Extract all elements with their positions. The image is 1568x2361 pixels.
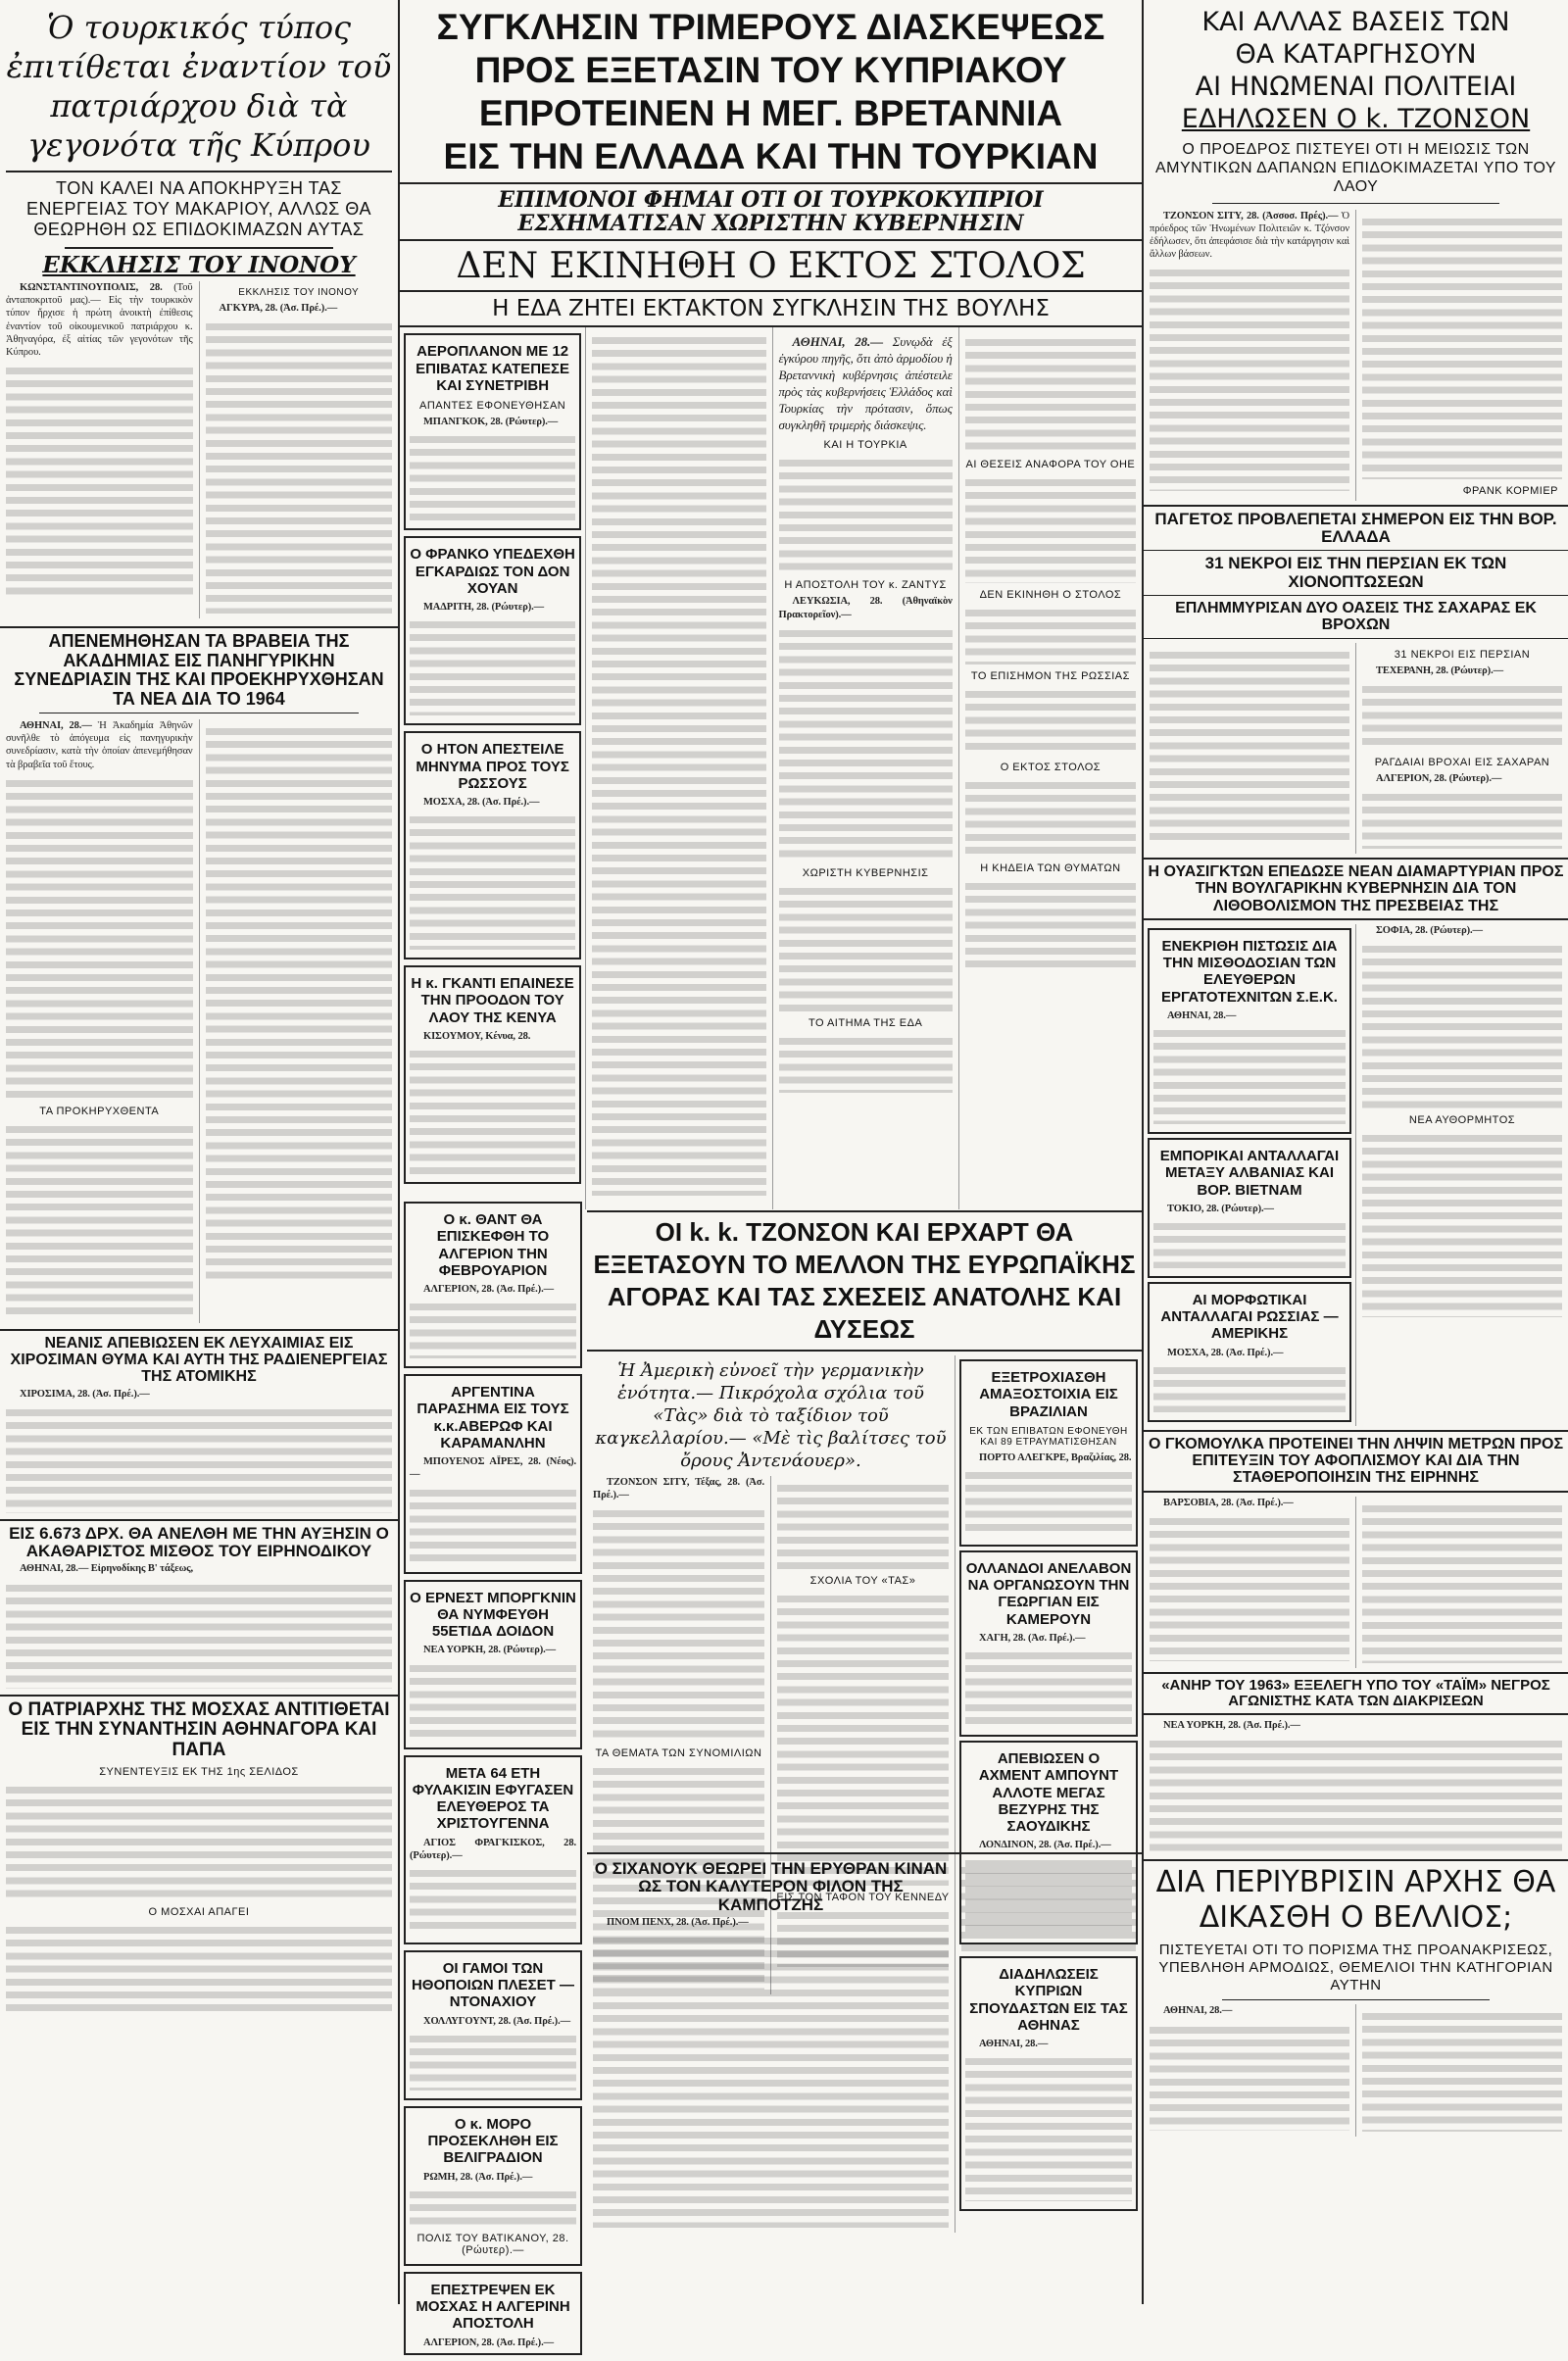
moscow-return-headline: ΕΠΕΣΤΡΕΨΕΝ ΕΚ ΜΟΣΧΑΣ Η ΑΛΓΕΡΙΝΗ ΑΠΟΣΤΟΛΗ bbox=[416, 2281, 570, 2333]
article-text-block bbox=[6, 1122, 193, 1318]
ahmed-dateline: ΛΟΝΔΙΝΟΝ, 28. (Ἀσ. Πρέ.).— bbox=[979, 1840, 1111, 1851]
academy-article bbox=[6, 719, 193, 771]
moro-article bbox=[410, 2171, 576, 2184]
morgan-box bbox=[404, 1580, 582, 1749]
lead-italic-headline: ΕΚΚΛΗΣΙΣ ΤΟΥ ΙΝΟΝΟΥ bbox=[42, 251, 356, 278]
lead-dateline: ΚΩΝΣΤΑΝΤΙΝΟΥΠΟΛΙΣ, 28. bbox=[20, 282, 163, 293]
author-byline: ΦΡΑΝΚ ΚΟΡΜΙΕΡ bbox=[1462, 484, 1558, 497]
article-text-block bbox=[1150, 648, 1349, 844]
sahara-label: ΡΑΓΔΑΙΑΙ ΒΡΟΧΑΙ ΕΙΣ ΣΑΧΑΡΑΝ bbox=[1374, 756, 1550, 768]
article-text-block bbox=[410, 1047, 575, 1174]
academy-dateline: ΑΘΗΝΑΙ, 28.— bbox=[20, 719, 92, 731]
athens-article bbox=[779, 333, 953, 433]
article-text-block bbox=[1362, 215, 1562, 479]
article-text-block bbox=[206, 320, 393, 614]
sihanouk-headline: Ο ΣΙΧΑΝΟΥΚ ΘΕΩΡΕΙ ΤΗΝ ΕΡΥΘΡΑΝ ΚΙΝΑΝ ΩΣ ΤΟΝ ΚΑΛΥΤΕΡΟΝ ΦΙΛΟΝ ΤΗΣ ΚΑΜΠΟΤΖΗΣ bbox=[594, 1859, 948, 1914]
article-text-block bbox=[1153, 1026, 1346, 1124]
persia-headline: 31 ΝΕΚΡΟΙ ΕΙΣ ΤΗΝ ΠΕΡΣΙΑΝ ΕΚ ΤΩΝ ΧΙΟΝΟΠΤΩΣΕΩΝ bbox=[1204, 554, 1507, 591]
moro-box bbox=[404, 2106, 582, 2266]
article-text-block bbox=[961, 1863, 1136, 1951]
leukemia-headline: ΝΕΑΝΙΣ ΑΠΕΒΙΩΣΕΝ ΕΚ ΛΕΥΧΑΙΜΙΑΣ ΕΙΣ ΧΙΡΟΣΙΜΑΝ ΘΥΜΑ ΚΑΙ ΑΥΤΗ ΤΗΣ ΡΑΔΙΕΝΕΡΓΕΙΑΣ ΤΗΣ ΑΤΟΜΙΚΗΣ bbox=[10, 1334, 388, 1386]
article-text-block bbox=[965, 606, 1136, 664]
ahmed-article bbox=[965, 1839, 1132, 1851]
sofia-dateline: ΣΟΦΙΑ, 28. (Ρώυτερ).— bbox=[1376, 924, 1483, 936]
sahara-dateline: ΑΛΓΕΡΙΟΝ, 28. (Ρώυτερ).— bbox=[1376, 772, 1502, 784]
turkey-label: ΚΑΙ Η ΤΟΥΡΚΙΑ bbox=[823, 439, 907, 452]
academy-body: Ἡ Ἀκαδημία Ἀθηνῶν συνῆλθε τὸ ἀπόγευμα εἰς πανηγυρικὴν συνεδρίασιν, κατὰ τὴν ὁποίαν ἀπενεμήθησαν τὰ βραβεῖα τοῦ ἔτους. bbox=[6, 719, 193, 770]
lead-body: (Τοῦ ἀνταποκριτοῦ μας).— Εἰς τὴν τουρκικὸν τύπον ἤρχισε ἡ πρώτη ἀνοικτὴ ἐπίθεσις ἐναντίον τοῦ οἰκουμενικοῦ πατριάρχου κ. Ἀθηναγόρα, ἐξ αἰτίας τῶν γεγονότων τῆς Κύπρου. bbox=[6, 282, 193, 359]
article-text-block bbox=[410, 2032, 576, 2090]
apostasy-label: Η ΑΠΟΣΤΟΛΗ ΤΟΥ κ. ΖΑΝΤΥΣ bbox=[784, 579, 947, 592]
lead-headline: Ὁ τουρκικός τύπος ἐπιτίθεται ἐναντίον τοῦ πατριάρχου διὰ τὰ γεγονότα τῆς Κύπρου bbox=[6, 9, 392, 164]
inonu-label: ΕΚΚΛΗΣΙΣ ΤΟΥ ΙΝΟΝΟΥ bbox=[238, 287, 360, 298]
brazil-article bbox=[965, 1451, 1132, 1464]
sixth-label: Ο ΕΚΤΟΣ ΣΤΟΛΟΣ bbox=[1000, 762, 1102, 774]
bases-dateline: ΤΖΟΝΣΟΝ ΣΙΤΥ, 28. (Ἀσσοσ. Πρές).— bbox=[1163, 210, 1339, 221]
academy-headline: ΑΠΕΝΕΜΗΘΗΣΑΝ ΤΑ ΒΡΑΒΕΙΑ ΤΗΣ ΑΚΑΔΗΜΙΑΣ ΕΙΣ ΠΑΝΗΓΥΡΙΚΗΝ ΣΥΝΕΔΡΙΑΣΙΝ ΤΗΣ ΚΑΙ ΠΡΟΕΚΗΡΥΧΘΗΣΑΝ ΤΑ ΝΕΑ ΔΙΑ ΤΟ 1964 bbox=[14, 631, 384, 709]
algiers-headline: Ο κ. ΘΑΝΤ ΘΑ ΕΠΙΣΚΕΦΘΗ ΤΟ ΑΛΓΕΡΙΟΝ ΤΗΝ ΦΕΒΡΟΥΑΡΙΟΝ bbox=[436, 1211, 550, 1279]
article-text-block bbox=[779, 456, 953, 573]
vellios-dateline: ΑΘΗΝΑΙ, 28.— bbox=[1163, 2005, 1233, 2017]
article-text-block bbox=[1153, 1363, 1346, 1412]
article-text-block bbox=[965, 335, 1136, 453]
vietnam-box bbox=[1148, 1138, 1351, 1278]
academy-subheading: ΤΑ ΠΡΟΚΗΡΥΧΘΕΝΤΑ bbox=[39, 1105, 160, 1117]
vellios-sub: ΠΙΣΤΕΥΕΤΑΙ ΟΤΙ ΤΟ ΠΟΡΙΣΜΑ ΤΗΣ ΠΡΟΑΝΑΚΡΙΣΕΩΣ, ΥΠΕΒΛΗΘΗ ΑΡΜΟΔΙΩΣ, ΘΕΜΕΛΙΟΙ ΤΗΝ ΚΑΤΗΓΟΡΙΑΝ ΑΥΤΗΝ bbox=[1158, 1942, 1553, 1993]
article-text-block bbox=[410, 1661, 576, 1740]
stalin-dateline: ΜΟΣΧΑ, 28. (Ἀσ. Πρέ.).— bbox=[423, 797, 540, 809]
frost-headline: ΠΑΓΕΤΟΣ ΠΡΟΒΛΕΠΕΤΑΙ ΣΗΜΕΡΟΝ ΕΙΣ ΤΗΝ ΒΟΡ. ΕΛΛΑΔΑ bbox=[1154, 509, 1557, 546]
article-text-block bbox=[593, 1506, 764, 1742]
article-text-block bbox=[965, 1468, 1132, 1537]
cultural-headline: ΑΙ ΜΟΡΦΩΤΙΚΑΙ ΑΝΤΑΛΛΑΓΑΙ ΡΩΣΣΙΑΣ — ΑΜΕΡΙΚΗΣ bbox=[1160, 1291, 1339, 1343]
dutch-box bbox=[959, 1550, 1138, 1737]
time-headline: «ΑΝΗΡ ΤΟΥ 1963» ΕΞΕΛΕΓΗ ΥΠΟ ΤΟΥ «ΤΑΪΜ» ΝΕΓΡΟΣ ΑΓΩΝΙΣΤΗΣ ΚΑΤΑ ΤΩΝ ΔΙΑΚΡΙΣΕΩΝ bbox=[1161, 1676, 1550, 1709]
sek-headline: ΕΝΕΚΡΙΘΗ ΠΙΣΤΩΣΙΣ ΔΙΑ ΤΗΝ ΜΙΣΘΟΔΟΣΙΑΝ ΤΩΝ ΕΛΕΥΘΕΡΩΝ ΕΡΓΑΤΟΤΕΧΝΙΤΩΝ Σ.Ε.Κ. bbox=[1161, 937, 1338, 1006]
gomulka-dateline: ΒΑΡΣΟΒΙΑ, 28. (Ἀσ. Πρέ.).— bbox=[1163, 1497, 1294, 1508]
sek-box bbox=[1148, 928, 1351, 1134]
sek-dateline: ΑΘΗΝΑΙ, 28.— bbox=[1167, 1009, 1237, 1021]
center-col1-lower bbox=[400, 1196, 586, 2361]
fleet-label: ΔΕΝ ΕΚΙΝΗΘΗ Ο ΣΤΟΛΟΣ bbox=[979, 589, 1122, 602]
dutch-article bbox=[965, 1632, 1132, 1645]
banner-line-4: ΕΙΣ ΤΗΝ ΕΛΛΑΔΑ ΚΑΙ ΤΗΝ ΤΟΥΡΚΙΑΝ bbox=[443, 136, 1099, 176]
requests-label: ΤΟ ΑΙΤΗΜΑ ΤΗΣ ΕΔΑ bbox=[808, 1016, 923, 1029]
article-text-block bbox=[6, 1923, 392, 2011]
students-box bbox=[959, 1956, 1138, 2211]
article-text-block bbox=[965, 879, 1136, 967]
johnson-article bbox=[593, 1476, 764, 1501]
dutch-headline: ΟΛΛΑΝΔΟΙ ΑΝΕΛΑΒΟΝ ΝΑ ΟΡΓΑΝΩΣΟΥΝ ΤΗΝ ΓΕΩΡΓΙΑΝ ΕΙΣ ΚΑΜΕΡΟΥΝ bbox=[965, 1559, 1132, 1628]
plane-headline: ΑΕΡΟΠΛΑΝΟΝ ΜΕ 12 ΕΠΙΒΑΤΑΣ ΚΑΤΕΠΕΣΕ ΚΑΙ ΣΥΝΕΤΡΙΒΗ bbox=[416, 343, 570, 394]
argentina-headline: ΑΡΓΕΝΤΙΝΑ ΠΑΡΑΣΗΜΑ ΕΙΣ ΤΟΥΣ κ.κ.ΑΒΕΡΩΦ ΚΑΙ ΚΑΡΑΜΑΝΛΗΝ bbox=[416, 1384, 569, 1451]
tass-label: ΣΧΟΛΙΑ ΤΟΥ «ΤΑΣ» bbox=[809, 1575, 916, 1587]
vellios-headline: ΔΙΑ ΠΕΡΙΥΒΡΙΣΙΝ ΑΡΧΗΣ ΘΑ ΔΙΚΑΣΘΗ Ο ΒΕΛΛΙΟΣ; bbox=[1155, 1865, 1556, 1936]
inonu-dateline: ΑΓΚΥΡΑ, 28. (Ἀσ. Πρέ.).— bbox=[219, 303, 338, 314]
ahmed-headline: ΑΠΕΒΙΩΣΕΝ Ο ΑΧΜΕΝΤ ΑΜΠΟΥΝΤ ΑΛΛΟΤΕ ΜΕΓΑΣ ΒΕΖΥΡΗΣ ΤΗΣ ΣΑΟΥΔΙΚΗΣ bbox=[978, 1750, 1119, 1836]
athens-dateline: ΑΘΗΝΑΙ, 28.— bbox=[792, 334, 884, 350]
johnson-headline: ΟΙ k. k. ΤΖΟΝΣΟΝ ΚΑΙ ΕΡΧΑΡΤ ΘΑ ΕΞΕΤΑΣΟΥΝ ΤΟ ΜΕΛΛΟΝ ΤΗΣ ΕΥΡΩΠΑΪΚΗΣ ΑΓΟΡΑΣ ΚΑΙ ΤΑΣ ΣΧΕΣΕΙΣ ΑΝΑΤΟΛΗΣ ΚΑΙ ΔΥΣΕΩΣ bbox=[593, 1217, 1136, 1344]
article-text-block bbox=[1150, 1514, 1349, 1661]
algiers-article bbox=[410, 1283, 576, 1296]
article-text-block bbox=[6, 364, 193, 599]
moscow-return-article bbox=[410, 2336, 576, 2349]
franco-box bbox=[404, 536, 581, 725]
franco-dateline: ΜΑΔΡΙΤΗ, 28. (Ρώυτερ).— bbox=[423, 602, 545, 614]
apostasy-dateline: ΛΕΥΚΩΣΙΑ, 28. (Ἀθηναϊκὸν Πρακτορεῖον).— bbox=[778, 596, 953, 620]
persia-dateline: ΤΕΧΕΡΑΝΗ, 28. (Ρώυτερ).— bbox=[1376, 664, 1503, 676]
article-text-block bbox=[965, 778, 1136, 857]
article-text-block bbox=[1362, 1501, 1562, 1663]
marriage-dateline: ΧΟΛΛΥΓΟΥΝΤ, 28. (Ἀσ. Πρέ.).— bbox=[423, 2015, 570, 2027]
article-text-block bbox=[593, 1934, 949, 2228]
time-dateline: ΝΕΑ ΥΟΡΚΗ, 28. (Ἀσ. Πρέ.).— bbox=[1163, 1720, 1300, 1732]
article-text-block bbox=[779, 1034, 953, 1093]
fleet-headline: ΔΕΝ ΕΚΙΝΗΘΗ Ο ΕΚΤΟΣ ΣΤΟΛΟΣ bbox=[456, 246, 1086, 287]
sihanouk-dateline: ΠΝΟΜ ΠΕΝΧ, 28. (Ἀσ. Πρέ.).— bbox=[607, 1917, 749, 1929]
salary-headline: ΕΙΣ 6.673 ΔΡΧ. ΘΑ ΑΝΕΛΘΗ ΜΕ ΤΗΝ ΑΥΞΗΣΙΝ Ο ΑΚΑΘΑΡΙΣΤΟΣ ΜΙΣΘΟΣ ΤΟΥ ΕΙΡΗΝΟΔΙΚΟΥ bbox=[9, 1523, 389, 1561]
algiers-box bbox=[404, 1202, 582, 1368]
persia-label: 31 ΝΕΚΡΟΙ ΕΙΣ ΠΕΡΣΙΑΝ bbox=[1394, 648, 1531, 661]
students-headline: ΔΙΑΔΗΛΩΣΕΙΣ ΚΥΠΡΙΩΝ ΣΠΟΥΔΑΣΤΩΝ ΕΙΣ ΤΑΣ ΑΘΗΝΑΣ bbox=[969, 1966, 1128, 2034]
leukemia-article bbox=[6, 1388, 392, 1401]
article-text-block bbox=[6, 1405, 392, 1513]
johnson-italic-sub: Ἡ Ἀμερικὴ εὐνοεῖ τὴν γερμανικὴν ἑνότητα.— Πικρόχολα σχόλια τοῦ «Τὰς» διὰ τὸ ταξίδιον τοῦ καγκελλαρίου.— «Μὲ τὶς βαλίτσες τοῦ ὄρους Ἀντενάουερ». bbox=[595, 1360, 947, 1471]
lead-subheadline: ΤΟΝ ΚΑΛΕΙ ΝΑ ΑΠΟΚΗΡΥΞΗ ΤΑΣ ΕΝΕΡΓΕΙΑΣ ΤΟΥ ΜΑΚΑΡΙΟΥ, ΑΛΛΩΣ ΘΑ ΘΕΩΡΗΘΗ ΩΣ ΕΠΙΔΟΚΙΜΑΖΩΝ ΑΥΤΑΣ bbox=[26, 178, 371, 240]
article-text-block bbox=[410, 432, 575, 520]
article-text-block bbox=[777, 1481, 949, 1569]
marriage-box bbox=[404, 1950, 582, 2100]
right-column bbox=[1144, 0, 1568, 2304]
lead-article-body bbox=[6, 281, 193, 359]
plane-sub: ΑΠΑΝΤΕΣ ΕΦΟΝΕΥΘΗΣΑΝ bbox=[419, 400, 566, 413]
bases-article bbox=[1150, 210, 1349, 262]
vietnam-dateline: ΤΟΚΙΟ, 28. (Ρώυτερ).— bbox=[1167, 1203, 1274, 1214]
article-text-block bbox=[1150, 266, 1349, 491]
cyprus-label: ΧΩΡΙΣΤΗ ΚΥΒΕΡΝΗΣΙΣ bbox=[802, 866, 929, 879]
prison-headline: ΜΕΤΑ 64 ΕΤΗ ΦΥΛΑΚΙΣΙΝ ΕΦΥΓΑΣΕΝ ΕΛΕΥΘΕΡΟΣ ΤΑ ΧΡΙΣΤΟΥΓΕΝΝΑ bbox=[412, 1764, 574, 1833]
moro-headline: Ο κ. ΜΟΡΟ ΠΡΟΣΕΚΛΗΘΗ ΕΙΣ ΒΕΛΙΓΡΑΔΙΟΝ bbox=[427, 2115, 559, 2167]
bases-sub: Ο ΠΡΟΕΔΡΟΣ ΠΙΣΤΕΥΕΙ ΟΤΙ Η ΜΕΙΩΣΙΣ ΤΩΝ ΑΜΥΝΤΙΚΩΝ ΔΑΠΑΝΩΝ ΕΠΙΔΟΚΙΜΑΖΕΤΑΙ ΥΠΟ ΤΟΥ ΛΑΟΥ bbox=[1154, 141, 1557, 195]
brazil-headline: ΕΞΕΤΡΟΧΙΑΣΘΗ ΑΜΑΞΟΣΤΟΙΧΙΑ ΕΙΣ ΒΡΑΖΙΛΙΑΝ bbox=[979, 1369, 1118, 1420]
moro-dateline: ΡΩΜΗ, 28. (Ἀσ. Πρέ.).— bbox=[423, 2171, 533, 2183]
johnson-dateline: ΤΖΟΝΣΟΝ ΣΙΤΥ, Τέξας, 28. (Ἀσ. Πρέ.).— bbox=[593, 1477, 764, 1501]
article-text-block bbox=[1362, 2009, 1562, 2132]
bases-body: Ὁ πρόεδρος τῶν Ἡνωμένων Πολιτειῶν κ. Τζόνσον ἐδήλωσεν, ὅτι ἀπεφάσισε διὰ τὴν κατάργησιν καὶ ἄλλων βάσεων. bbox=[1150, 210, 1349, 261]
brazil-sub: ΕΚ ΤΩΝ ΕΠΙΒΑΤΩΝ ΕΦΟΝΕΥΘΗ ΚΑΙ 89 ΕΤΡΑΥΜΑΤΙΣΘΗΣΑΝ bbox=[969, 1425, 1128, 1448]
article-text-block bbox=[1362, 790, 1562, 849]
eda-headline: Η ΕΔΑ ΖΗΤΕΙ ΕΚΤΑΚΤΟΝ ΣΥΓΚΛΗΣΙΝ ΤΗΣ ΒΟΥΛΗΣ bbox=[492, 296, 1050, 322]
victims-label: Η ΚΗΔΕΙΑ ΤΩΝ ΘΥΜΑΤΩΝ bbox=[980, 862, 1121, 875]
stalin-headline: Ο ΗΤΟΝ ΑΠΕΣΤΕΙΛΕ ΜΗΝΥΜΑ ΠΡΟΣ ΤΟΥΣ ΡΩΣΣΟΥΣ bbox=[416, 741, 569, 792]
un-label: ΑΙ ΘΕΣΕΙΣ ΑΝΑΦΟΡΑ ΤΟΥ ΟΗΕ bbox=[965, 459, 1136, 471]
inonu-article bbox=[206, 302, 393, 315]
italic-line-1: ΕΠΙΜΟΝΟΙ ΦΗΜΑΙ ΟΤΙ ΟΙ ΤΟΥΡΚΟΚΥΠΡΙΟΙ bbox=[498, 187, 1044, 213]
center-column bbox=[400, 0, 1142, 2348]
article-text-block bbox=[6, 1581, 392, 1689]
vellios-article bbox=[1150, 2004, 1349, 2017]
americans-headline: Η ΟΥΑΣΙΓΚΤΩΝ ΕΠΕΔΩΣΕ ΝΕΑΝ ΔΙΑΜΑΡΤΥΡΙΑΝ ΠΡΟΣ ΤΗΝ ΒΟΥΛΓΑΡΙΚΗΝ ΚΥΒΕΡΝΗΣΙΝ ΔΙΑ ΤΟΝ ΛΙΘΟΒΟΛΙΣΜΟΝ ΤΗΣ ΠΡΕΣΒΕΙΑΣ ΤΗΣ bbox=[1148, 863, 1564, 914]
bases-line-2: ΘΑ ΚΑΤΑΡΓΗΣΟΥΝ bbox=[1235, 39, 1477, 70]
article-text-block bbox=[410, 812, 575, 950]
article-text-block bbox=[1153, 1219, 1346, 1268]
gomulka-article bbox=[1150, 1497, 1349, 1509]
plane-box bbox=[404, 333, 581, 530]
sofia-article bbox=[1362, 924, 1562, 937]
kenya-dateline: ΚΙΣΟΥΜΟΥ, Κένυα, 28. bbox=[423, 1030, 531, 1042]
athens-body: Συνῳδὰ ἐξ ἐγκύρου πηγῆς, ὅτι ἀπὸ ἀρμοδίου ἡ Βρεταννικὴ κυβέρνησις ἀπέστειλε πρὸς τὰς κυβερνήσεις Ἑλλάδος καὶ Τουρκίας τὴν πρότασιν, ὅπως συγκληθῆ τριμερὴς διάσκεψις. bbox=[778, 334, 953, 433]
prison-dateline: ΑΓΙΟΣ ΦΡΑΓΚΙΣΚΟΣ, 28. (Ρώυτερ).— bbox=[410, 1837, 576, 1861]
apostasy-article bbox=[779, 595, 953, 620]
students-article bbox=[965, 2038, 1132, 2050]
ayb-label: ΝΕΑ ΑΥΘΟΡΜΗΤΟΣ bbox=[1408, 1114, 1516, 1126]
article-text-block bbox=[777, 1592, 949, 1886]
vatican-label: ΠΟΛΙΣ ΤΟΥ ΒΑΤΙΚΑΝΟΥ, 28. (Ρώυτερ).— bbox=[416, 2232, 569, 2256]
morgan-dateline: ΝΕΑ ΥΟΡΚΗ, 28. (Ρώυτερ).— bbox=[423, 1645, 557, 1656]
article-text-block bbox=[1362, 1131, 1562, 1317]
marriage-article bbox=[410, 2015, 576, 2028]
kenya-headline: Η κ. ΓΚΑΝΤΙ ΕΠΑΙΝΕΣΕ ΤΗΝ ΠΡΟΟΔΟΝ ΤΟΥ ΛΑΟΥ ΤΗΣ ΚΕΝΥΑ bbox=[411, 975, 574, 1026]
moscow-return-box bbox=[404, 2272, 582, 2355]
article-text-block bbox=[592, 333, 765, 1196]
banner-line-1: ΣΥΓΚΛΗΣΙΝ ΤΡΙΜΕΡΟΥΣ ΔΙΑΣΚΕΨΕΩΣ bbox=[436, 7, 1105, 47]
plane-article bbox=[410, 416, 575, 428]
vietnam-article bbox=[1153, 1203, 1346, 1215]
prison-box bbox=[404, 1755, 582, 1944]
sahara-headline: ΕΠΛΗΜΜΥΡΙΣΑΝ ΔΥΟ ΟΑΣΕΙΣ ΤΗΣ ΣΑΧΑΡΑΣ ΕΚ ΒΡΟΧΩΝ bbox=[1175, 600, 1537, 634]
article-text-block bbox=[965, 687, 1136, 756]
article-text-block bbox=[410, 1486, 576, 1564]
argentina-dateline: ΜΠΟΥΕΝΟΣ ΑΪΡΕΣ, 28. (Νέος).— bbox=[410, 1456, 576, 1481]
article-text-block bbox=[965, 475, 1136, 583]
brazil-box bbox=[959, 1359, 1138, 1547]
stalin-box bbox=[404, 731, 581, 959]
franco-article bbox=[410, 601, 575, 614]
leukemia-dateline: ΧΙΡΟΣΙΜΑ, 28. (Ἀσ. Πρέ.).— bbox=[20, 1388, 150, 1400]
brazil-dateline: ΠΟΡΤΟ ΑΛΕΓΚΡΕ, Βραζιλίας, 28. bbox=[979, 1451, 1132, 1463]
article-text-block bbox=[1362, 682, 1562, 751]
morgan-headline: Ο ΕΡΝΕΣΤ ΜΠΟΡΓΚΝΙΝ ΘΑ ΝΥΜΦΕΥΘΗ 55ΕΤΙΔΑ ΔΟΙΔΟΝ bbox=[410, 1589, 576, 1641]
stalin-article bbox=[410, 796, 575, 809]
article-text-block bbox=[6, 776, 193, 1100]
themes-label: ΤΑ ΘΕΜΑΤΑ ΤΩΝ ΣΥΝΟΜΙΛΙΩΝ bbox=[595, 1747, 762, 1760]
patriarch-subheading: Ο ΜΟΣΧΑΙ ΑΠΑΓΕΙ bbox=[148, 1906, 250, 1919]
salary-article bbox=[6, 1562, 392, 1575]
sihanouk-article bbox=[593, 1916, 949, 1929]
patriarch-moscow-headline: Ο ΠΑΤΡΙΑΡΧΗΣ ΤΗΣ ΜΟΣΧΑΣ ΑΝΤΙΤΙΘΕΤΑΙ ΕΙΣ ΤΗΝ ΣΥΝΑΝΤΗΣΙΝ ΑΘΗΝΑΓΟΡΑ ΚΑΙ ΠΑΠΑ bbox=[8, 1698, 390, 1760]
article-text-block bbox=[6, 1783, 392, 1900]
article-text-block bbox=[410, 617, 575, 715]
article-text-block bbox=[206, 724, 393, 1283]
banner-line-3: ΕΠΡΟΤΕΙΝΕΝ Η ΜΕΓ. ΒΡΕΤΑΝΝΙΑ bbox=[478, 93, 1063, 133]
prison-article bbox=[410, 1837, 576, 1862]
italic-line-2: ΕΣΧΗΜΑΤΙΣΑΝ ΧΩΡΙΣΤΗΝ ΚΥΒΕΡΝΗΣΙΝ bbox=[517, 211, 1024, 237]
franco-headline: Ο ΦΡΑΝΚΟ ΥΠΕΔΕΧΘΗ ΕΓΚΑΡΔΙΩΣ ΤΟΝ ΔΟΝ ΧΟΥΑΝ bbox=[410, 546, 575, 597]
argentina-article bbox=[410, 1455, 576, 1481]
russia-label: ΤΟ ΕΠΙΣΗΜΟΝ ΤΗΣ ΡΩΣΣΙΑΣ bbox=[970, 670, 1130, 683]
sahara-article bbox=[1362, 772, 1562, 785]
dutch-dateline: ΧΑΓΗ, 28. (Ἀσ. Πρέ.).— bbox=[979, 1632, 1086, 1644]
article-text-block bbox=[965, 1648, 1132, 1727]
plane-dateline: ΜΠΑΝΓΚΟΚ, 28. (Ρώυτερ).— bbox=[423, 417, 559, 428]
algiers-dateline: ΑΛΓΕΡΙΟΝ, 28. (Ἀσ. Πρέ.).— bbox=[423, 1284, 555, 1295]
bases-line-1: ΚΑΙ ΑΛΛΑΣ ΒΑΣΕΙΣ ΤΩΝ bbox=[1201, 7, 1510, 37]
gomulka-headline: Ο ΓΚΟΜΟΥΛΚΑ ΠΡΟΤΕΙΝΕΙ ΤΗΝ ΛΗΨΙΝ ΜΕΤΡΩΝ ΠΡΟΣ ΕΠΙΤΕΥΞΙΝ ΤΟΥ ΑΦΟΠΛΙΣΜΟΥ ΚΑΙ ΔΙΑ ΤΗΝ ΣΤΑΘΕΡΟΠΟΙΗΣΙΝ ΤΗΣ ΕΙΡΗΝΗΣ bbox=[1148, 1435, 1564, 1487]
article-text-block bbox=[779, 626, 953, 861]
article-text-block bbox=[1362, 942, 1562, 1108]
bases-line-3: ΑΙ ΗΝΩΜΕΝΑΙ ΠΟΛΙΤΕΙΑΙ bbox=[1195, 72, 1517, 102]
moscow-return-dateline: ΑΛΓΕΡΙΟΝ, 28. (Ἀσ. Πρέ.).— bbox=[423, 2336, 555, 2348]
cultural-dateline: ΜΟΣΧΑ, 28. (Ἀσ. Πρέ.).— bbox=[1167, 1347, 1284, 1358]
vietnam-headline: ΕΜΠΟΡΙΚΑΙ ΑΝΤΑΛΛΑΓΑΙ ΜΕΤΑΞΥ ΑΛΒΑΝΙΑΣ ΚΑΙ ΒΟΡ. ΒΙΕΤΝΑΜ bbox=[1159, 1148, 1340, 1199]
time-article bbox=[1150, 1719, 1562, 1732]
article-text-block bbox=[1150, 1737, 1562, 1854]
students-dateline: ΑΘΗΝΑΙ, 28.— bbox=[979, 2039, 1049, 2049]
article-text-block bbox=[965, 2054, 1132, 2201]
article-text-block bbox=[410, 1866, 576, 1935]
kenya-article bbox=[410, 1030, 575, 1043]
cultural-box bbox=[1148, 1282, 1351, 1422]
center-upper-columns bbox=[400, 327, 1142, 1209]
cultural-article bbox=[1153, 1347, 1346, 1359]
article-text-block bbox=[1150, 2023, 1349, 2131]
bases-line-4: ΕΔΗΛΩΣΕΝ Ο k. ΤΖΟΝΣΟΝ bbox=[1181, 104, 1531, 134]
article-text-block bbox=[410, 2188, 576, 2227]
article-text-block bbox=[410, 1300, 576, 1358]
kennedy-label: ΕΙΣ ΤΟΝ ΤΑΦΟΝ ΤΟΥ ΚΕΝΝΕΔΥ bbox=[776, 1892, 950, 1903]
sek-article bbox=[1153, 1009, 1346, 1022]
left-column bbox=[0, 0, 398, 2304]
marriage-headline: ΟΙ ΓΑΜΟΙ ΤΩΝ ΗΘΟΠΟΙΩΝ ΠΛΕΣΕΤ — ΝΤΟΝΑΧΙΟΥ bbox=[411, 1959, 575, 2011]
persia-article bbox=[1362, 664, 1562, 677]
kenya-box bbox=[404, 965, 581, 1184]
patriarch-dateline: ΣΥΝΕΝΤΕΥΞΙΣ ΕΚ ΤΗΣ 1ης ΣΕΛΙΔΟΣ bbox=[99, 1766, 299, 1779]
article-text-block bbox=[779, 884, 953, 1011]
argentina-box bbox=[404, 1374, 582, 1573]
sihanouk-block bbox=[587, 1852, 1142, 2233]
banner-line-2: ΠΡΟΣ ΕΞΕΤΑΣΙΝ ΤΟΥ ΚΥΠΡΙΑΚΟΥ bbox=[474, 50, 1067, 90]
morgan-article bbox=[410, 1644, 576, 1656]
salary-dateline: ΑΘΗΝΑΙ, 28.— Εἰρηνοδίκης Β' τάξεως, bbox=[20, 1563, 194, 1575]
